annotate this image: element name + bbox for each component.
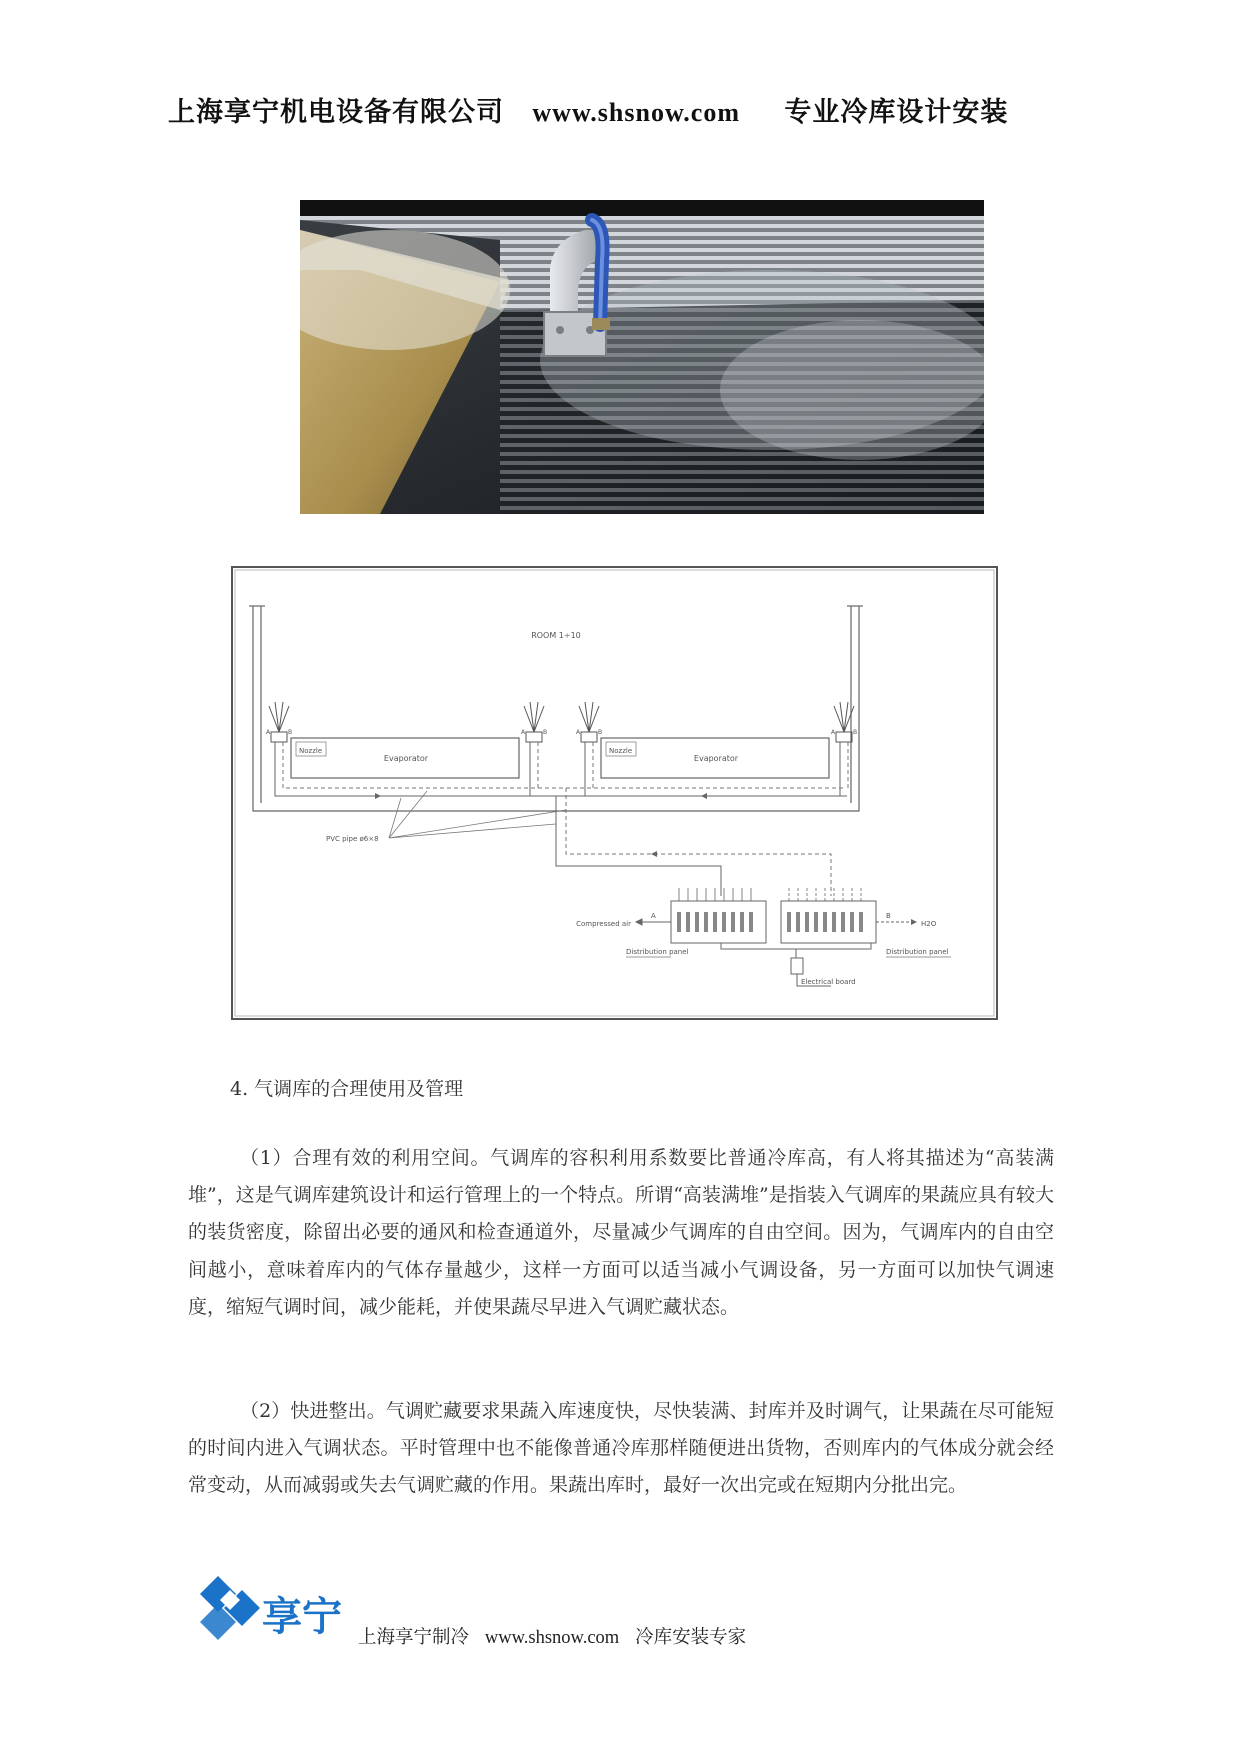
compressed-air-label: Compressed air — [576, 920, 631, 928]
evaporator-label-right: Evaporator — [693, 754, 739, 763]
logo-mark-icon — [200, 1576, 260, 1640]
svg-text:A: A — [831, 729, 836, 736]
header-slogan: 专业冷库设计安装 — [784, 97, 1009, 128]
distribution-panel-label-left: Distribution panel — [626, 948, 689, 956]
nozzle-label-left: Nozzle — [299, 747, 323, 755]
piping-diagram — [231, 566, 998, 1020]
svg-text:B: B — [598, 729, 603, 736]
electrical-board-label: Electrical board — [801, 978, 856, 986]
nozzle-photo — [300, 200, 984, 514]
paragraph-2: （2）快进整出。气调贮藏要求果蔬入库速度快，尽快装满、封库并及时调气，让果蔬在尽可能短的时间内进入气调状态。平时管理中也不能像普通冷库那样随便进出货物，否则库内的气体成分就会经常变动，从而减弱或失去气调贮藏的作用。果蔬出库时，最好一次出完或在短期内分批出完。 — [188, 1400, 1054, 1497]
paragraph-1: （1）合理有效的利用空间。气调库的容积利用系数要比普通冷库高，有人将其描述为“高装满堆”，这是气调库建筑设计和运行管理上的一个特点。所谓“高装满堆”是指装入气调库的果蔬应具有较大的装货密度，除留出必要的通风和检查通道外，尽量减少气调库的自由空间。因为，气调库内的自由空间越小，意味着库内的气体存量越少，这样一方面可以适当减小气调设备，另一方面可以加快气调速度，缩短气调时间，减少能耗，并使果蔬尽早进入气调贮藏状态。 — [188, 1147, 1054, 1318]
evaporator-label-left: Evaporator — [383, 754, 429, 763]
footer-text — [358, 1623, 746, 1649]
distribution-panel-label-right: Distribution panel — [886, 948, 949, 956]
svg-text:A: A — [576, 729, 581, 736]
room-label: ROOM 1÷10 — [531, 631, 581, 640]
header-company: 上海享宁机电设备有限公司 — [168, 97, 504, 128]
page-header — [168, 90, 1068, 130]
svg-text:B: B — [853, 729, 858, 736]
logo-text: 享宁 — [262, 1594, 342, 1640]
header-url[interactable]: www.shsnow.com — [532, 98, 740, 127]
footer-url[interactable]: www.shsnow.com — [484, 1628, 620, 1648]
svg-text:B: B — [288, 729, 293, 736]
inlet-a-label: A — [651, 912, 656, 920]
svg-text:A: A — [266, 729, 271, 736]
footer-company: 上海享宁制冷 — [358, 1627, 470, 1648]
footer-slogan: 冷库安装专家 — [635, 1627, 747, 1648]
section-heading: 4. 气调库的合理使用及管理 — [230, 1078, 464, 1100]
company-logo — [190, 1572, 355, 1647]
h2o-label: H2O — [921, 920, 937, 928]
svg-text:B: B — [543, 729, 548, 736]
outlet-b-label: B — [886, 912, 891, 920]
pvc-label: PVC pipe ø6×8 — [326, 835, 379, 843]
nozzle-label-right: Nozzle — [609, 747, 633, 755]
svg-text:A: A — [521, 729, 526, 736]
